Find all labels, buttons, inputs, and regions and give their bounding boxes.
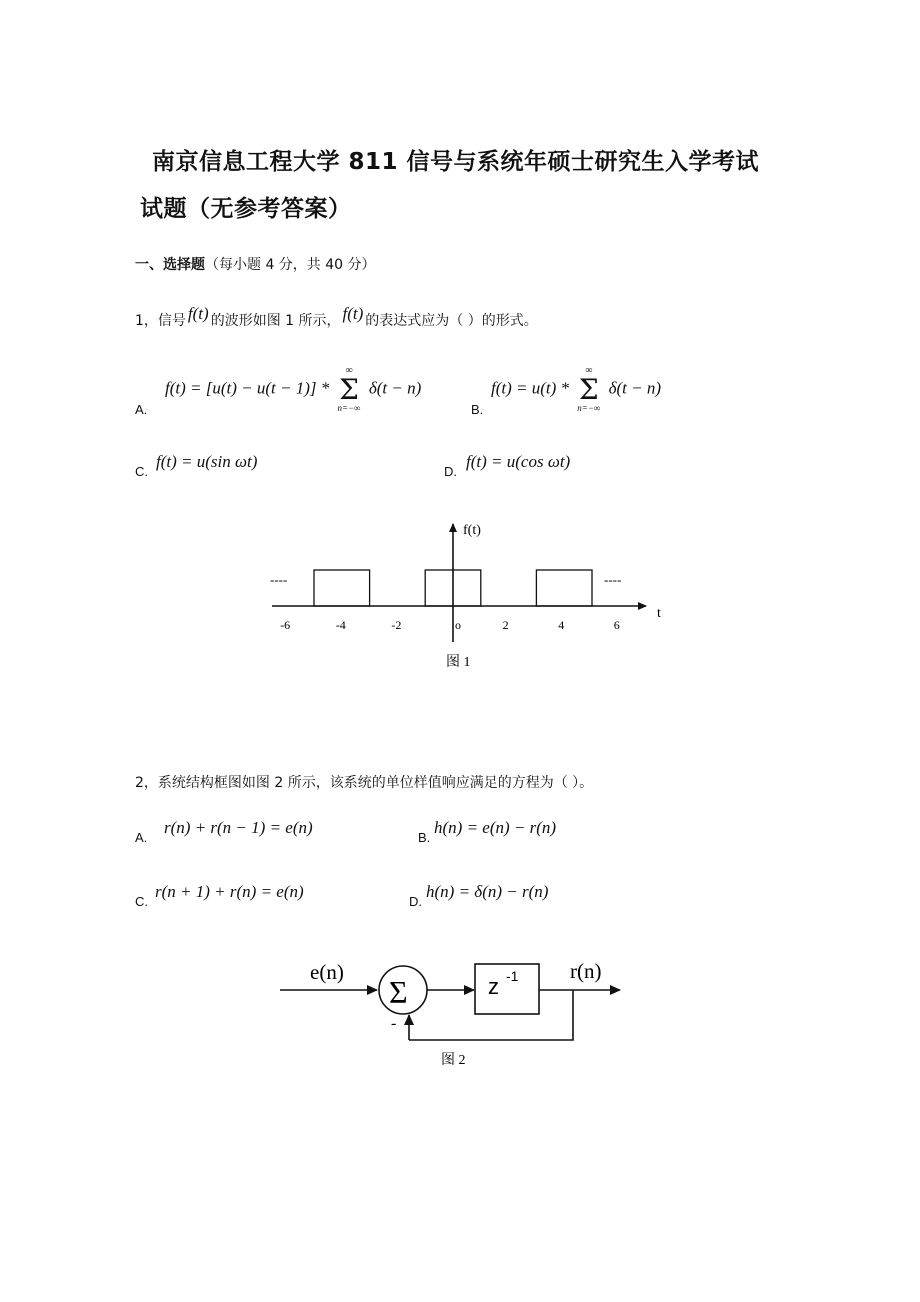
fig2-delay-z: z	[488, 974, 499, 999]
fig1-caption: 图 1	[446, 655, 471, 670]
q1-num: 1，信号	[135, 313, 186, 329]
q1-b-sum: ∞ Σ n=−∞	[577, 365, 601, 413]
q1-option-c-expr: f(t) = u(sin ωt)	[156, 452, 258, 471]
fig1-dashes-right: ----	[604, 572, 622, 587]
question-1	[135, 304, 538, 330]
fig1-x-label: t	[657, 606, 661, 621]
section-title: 一、选择题	[135, 257, 205, 273]
fig1-tick-label: 2	[502, 618, 509, 632]
q1-option-c-label: C.	[135, 464, 148, 479]
q2-option-c-label: C.	[135, 894, 148, 909]
q2-option-b-label: B.	[418, 830, 431, 845]
q1-tail: 的表达式应为（ ）的形式。	[365, 313, 538, 329]
q1-a-rhs: δ(t − n)	[368, 378, 422, 398]
fig1-tick-label: -2	[391, 618, 402, 632]
fig1-tick-label: o	[455, 618, 461, 632]
q1-b-lhs: f(t) = u(t) *	[491, 378, 570, 398]
fig1-dashes-left: ----	[270, 572, 288, 587]
fig2-output-label: r(n)	[570, 959, 602, 983]
page-title-line2: 试题（无参考答案）	[140, 196, 352, 222]
fig1-tick-label: 4	[558, 618, 565, 632]
q1-option-d-label: D.	[444, 464, 457, 479]
fig1-y-label: f(t)	[463, 523, 481, 538]
fig2-minus-sign: -	[391, 1015, 397, 1032]
q1-option-b-label: B.	[471, 402, 484, 417]
figure-2	[270, 950, 640, 1080]
q1-b-sum-bot: n=−∞	[577, 403, 601, 413]
fig2-caption: 图 2	[441, 1053, 466, 1068]
section-heading	[135, 254, 376, 274]
q1-a-sum-bot: n=−∞	[337, 403, 361, 413]
q1-a-sum: ∞ Σ n=−∞	[337, 365, 361, 413]
q2-option-a-label: A.	[135, 830, 148, 845]
q1-ft-2: f(t)	[342, 304, 364, 323]
fig1-ticks	[280, 618, 620, 632]
page-title-line1: 南京信息工程大学 811 信号与系统年硕士研究生入学考试	[152, 149, 760, 175]
q1-option-d-expr: f(t) = u(cos ωt)	[466, 452, 571, 471]
q2-option-a-expr: r(n) + r(n − 1) = e(n)	[164, 818, 313, 837]
fig2-sum-symbol: Σ	[389, 974, 408, 1010]
q1-a-sum-top: ∞	[345, 365, 353, 376]
q1-option-a-expr	[165, 366, 421, 413]
fig1-tick-label: 6	[613, 618, 620, 632]
q1-option-a-label: A.	[135, 402, 148, 417]
fig2-delay-exp: -1	[506, 968, 519, 984]
section-note: （每小题 4 分，共 40 分）	[205, 257, 376, 273]
q1-a-lhs: f(t) = [u(t) − u(t − 1)] *	[165, 378, 330, 398]
q1-b-sum-top: ∞	[585, 365, 593, 376]
fig1-tick-label: -6	[280, 618, 291, 632]
q2-option-c-expr: r(n + 1) + r(n) = e(n)	[155, 882, 304, 901]
fig1-pulse-1	[314, 570, 370, 606]
fig2-input-label: e(n)	[310, 960, 344, 984]
q1-mid: 的波形如图 1 所示，	[210, 313, 341, 329]
q1-ft-1: f(t)	[187, 304, 209, 323]
q2-option-d-expr: h(n) = δ(n) − r(n)	[426, 882, 549, 901]
q2-option-b-expr: h(n) = e(n) − r(n)	[434, 818, 557, 837]
q1-option-b-expr	[491, 366, 661, 413]
fig1-tick-label: -4	[335, 618, 346, 632]
figure-1	[260, 512, 680, 677]
question-2: 2，系统结构框图如图 2 所示，该系统的单位样值响应满足的方程为（ ）。	[135, 775, 594, 791]
q2-option-d-label: D.	[409, 894, 422, 909]
q1-b-rhs: δ(t − n)	[608, 378, 662, 398]
fig1-pulse-3	[536, 570, 592, 606]
